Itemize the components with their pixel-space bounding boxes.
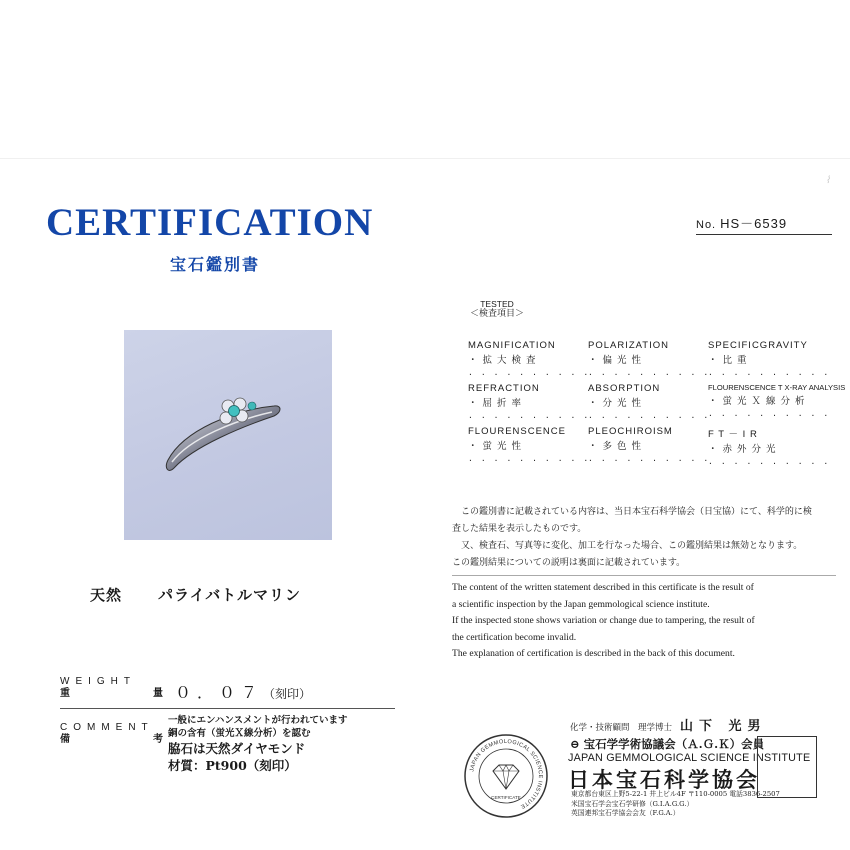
weight-label-jp: 重 量	[60, 688, 163, 699]
comment-label-en: COMMENT	[60, 722, 154, 733]
test-item: POLARIZATION ・偏光性 ··········	[588, 340, 717, 379]
test-item: FLOURENSCENCE T X-RAY ANALYSIS ・蛍光Ｘ線分析 ··········	[708, 383, 846, 420]
corner-mark-icon: ⌇	[824, 174, 833, 187]
test-item: SPECIFICGRAVITY ・比重 ··········	[708, 340, 837, 379]
comment-line: 一般にエンハンスメントが行われています	[168, 715, 348, 726]
stone-prefix: 天然	[90, 586, 123, 604]
address-line: 東京都台東区上野5-22-1 井上ビル4F 〒110-0005 電話3836-2507	[571, 790, 780, 798]
note-line: 査した結果を表示したものです。	[452, 524, 587, 534]
stone-type: パライバトルマリン	[158, 586, 301, 604]
signer-title: 化学・技術顧問 理学博士	[570, 723, 673, 733]
tested-label-jp: ＜検査項目＞	[469, 309, 524, 319]
note-line: the certification become invalid.	[452, 631, 577, 643]
comment-label-jp: 備 考	[60, 734, 163, 745]
comment-line: 材質：Pt900（刻印）	[168, 758, 297, 773]
comment-line: 脇石は天然ダイヤモンド	[168, 741, 306, 756]
notes-divider	[452, 575, 836, 576]
association-logo-icon: ⊖	[570, 737, 580, 751]
note-line: The content of the written statement described in this certificate is the result of	[452, 582, 754, 593]
signer-name: 山下 光男	[680, 719, 767, 734]
seal-bottom-text: CERTIFICATE	[491, 795, 521, 800]
certificate-subtitle: 宝石鑑別書	[169, 255, 260, 274]
association-jp: ⊖ 宝石学学術協議会（Ａ.Ｇ.Ｋ）会員	[570, 737, 765, 751]
weight-rule	[60, 708, 395, 709]
note-line: a scientific inspection by the Japan gemmological science institute.	[452, 598, 710, 610]
signer	[570, 715, 767, 734]
certificate-title: CERTIFICATION	[46, 201, 374, 244]
weight-value: ０．０７（刻印）	[175, 685, 312, 703]
ring-icon	[124, 330, 332, 540]
organization-address	[571, 790, 780, 819]
official-stamp-icon	[757, 736, 817, 798]
certificate-number-label: No.	[696, 219, 717, 231]
test-item: FLOURENSCENCE ・蛍光性 ··········	[468, 426, 597, 465]
notes-en	[452, 580, 847, 663]
organization-name: 日本宝石科学協会	[568, 767, 760, 792]
test-item: PLEOCHIROISM ・多色性 ··········	[588, 426, 717, 465]
note-line: The explanation of certification is described in the back of this document.	[452, 648, 735, 659]
stone-name	[90, 584, 301, 605]
note-line: この鑑別書に記載されている内容は、当日本宝石科学協会（日宝協）にて、科学的に検	[461, 507, 812, 517]
test-item: MAGNIFICATION ・拡大検査 ··········	[468, 340, 597, 379]
weight-label	[60, 676, 170, 700]
tested-heading	[462, 299, 532, 319]
institute-seal-icon	[463, 733, 549, 819]
note-line: If the inspected stone shows variation or change due to tampering, the result of	[452, 615, 755, 626]
weight-label-en: WEIGHT	[60, 676, 136, 687]
address-line: 英国連邦宝石学協会会友（F.G.A.）	[571, 809, 680, 817]
comment-label	[60, 722, 170, 746]
association-en: JAPAN GEMMOLOGICAL SCIENCE INSTITUTE	[568, 752, 811, 764]
note-line: この鑑別結果についての説明は裏面に記載されています。	[452, 558, 686, 568]
test-item: ABSORPTION ・分光性 ··········	[588, 383, 717, 422]
test-item: F T － I R ・赤外分光 ··········	[708, 429, 837, 468]
note-line: 又、検査石、写真等に変化、加工を行なった場合、この鑑別結果は無効となります。	[461, 541, 803, 551]
tested-label-en: TESTED	[480, 299, 514, 309]
test-item: REFRACTION ・屈折率 ··········	[468, 383, 597, 422]
certificate-number	[696, 213, 832, 235]
ring-photo	[124, 330, 332, 540]
weight-note: （刻印）	[263, 687, 312, 701]
comment-lines	[168, 714, 348, 774]
certificate-number-value: HS－6539	[720, 216, 788, 231]
seal-ring-text: JAPAN GEMMOLOGICAL SCIENCE INSTITUTE	[469, 738, 544, 810]
comment-line: 銅の含有（蛍光Ｘ線分析）を認む	[168, 728, 311, 739]
notes-jp	[452, 504, 844, 572]
address-line: 米国宝石学会宝石学研修（G.I.A.G.G.）	[571, 799, 694, 808]
